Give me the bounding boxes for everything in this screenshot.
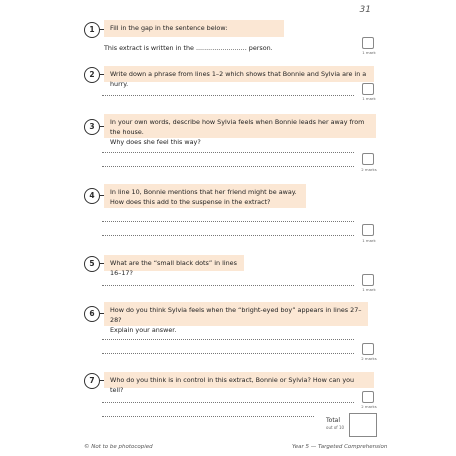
answer-mark-box[interactable] xyxy=(362,83,374,95)
question-text-box xyxy=(104,66,374,88)
question-text: Write down a phrase from lines 1–2 which shows that Bonnie and Sylvia are in a hurry. xyxy=(110,70,367,88)
question-number: 1 xyxy=(84,22,100,38)
question-text-box xyxy=(104,114,376,146)
answer-line[interactable] xyxy=(102,353,354,354)
answer-line[interactable] xyxy=(102,416,314,417)
question-number: 2 xyxy=(84,67,100,83)
answer-line[interactable] xyxy=(102,235,354,236)
question-number: 7 xyxy=(84,373,100,389)
question-number: 4 xyxy=(84,188,100,204)
question-text-box xyxy=(104,302,368,334)
footer-book-title: Year 5 — Targeted Comprehension xyxy=(292,444,388,450)
question-text-box xyxy=(104,255,244,277)
question-text: How do you think Sylvia feels when the “bright-eyed boy” appears in lines 27–28? xyxy=(110,306,362,324)
question-subtext: This extract is written in the ......................... person. xyxy=(104,44,273,52)
answer-mark-box[interactable] xyxy=(362,224,374,236)
answer-mark-box[interactable] xyxy=(362,391,374,403)
answer-mark-box[interactable] xyxy=(362,274,374,286)
question-text-box xyxy=(104,20,284,37)
mark-label: 1 mark xyxy=(362,287,376,292)
answer-line[interactable] xyxy=(102,221,354,222)
mark-label: 2 marks xyxy=(361,167,377,172)
total-sub-label: out of 10 xyxy=(326,425,345,430)
total-label: Total xyxy=(326,417,341,424)
mark-label: 1 mark xyxy=(362,50,376,55)
question-text-box xyxy=(104,372,374,394)
question-text: In your own words, describe how Sylvia feels when Bonnie leads her away from the house. xyxy=(110,118,365,136)
question-number: 6 xyxy=(84,306,100,322)
question-number: 3 xyxy=(84,119,100,135)
answer-line[interactable] xyxy=(102,285,354,286)
question-number: 5 xyxy=(84,256,100,272)
total-score-box[interactable] xyxy=(349,413,377,437)
question-text: Who do you think is in control in this extract, Bonnie or Sylvia? How can you tell? xyxy=(110,376,355,394)
question-text: In line 10, Bonnie mentions that her friend might be away. xyxy=(110,188,297,196)
question-text: What are the “small black dots” in lines 16–17? xyxy=(110,259,237,277)
question-text-2: How does this add to the suspense in the extract? xyxy=(110,198,271,206)
answer-mark-box[interactable] xyxy=(362,37,374,49)
answer-line[interactable] xyxy=(102,95,354,96)
question-text-box xyxy=(104,184,306,208)
mark-label: 2 marks xyxy=(361,356,377,361)
mark-label: 1 mark xyxy=(362,238,376,243)
mark-label: 1 mark xyxy=(362,96,376,101)
page-number: 31 xyxy=(359,5,371,15)
answer-line[interactable] xyxy=(102,402,354,403)
answer-line[interactable] xyxy=(102,339,354,340)
answer-mark-box[interactable] xyxy=(362,153,374,165)
question-text: Fill in the gap in the sentence below: xyxy=(110,24,228,32)
answer-mark-box[interactable] xyxy=(362,343,374,355)
mark-label: 2 marks xyxy=(361,404,377,409)
question-text-2: Explain your answer. xyxy=(110,326,177,334)
question-text-2: Why does she feel this way? xyxy=(110,138,201,146)
footer-copyright: © Not to be photocopied xyxy=(84,444,153,450)
answer-line[interactable] xyxy=(102,166,354,167)
answer-line[interactable] xyxy=(102,152,354,153)
